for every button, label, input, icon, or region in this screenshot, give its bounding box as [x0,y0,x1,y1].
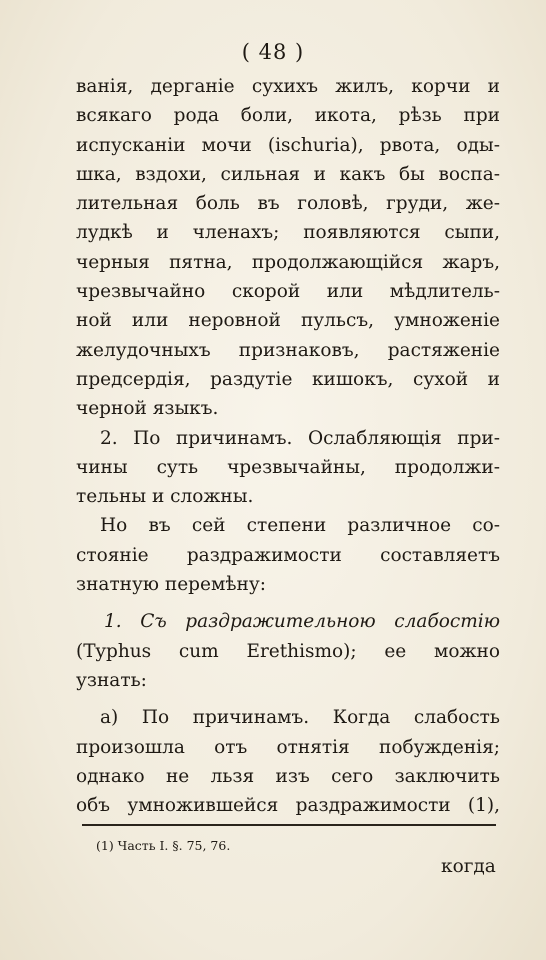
text-line: чрезвычайно скорой или мѣдлитель- [76,281,500,303]
text-line: чины суть чрезвычайны, продолжи- [76,456,500,478]
text-line: лудкѣ и членахъ; появляются сыпи, [76,222,500,244]
text-line: узнать: [76,669,147,691]
text-line: а) По причинамъ. Когда слабость [100,707,500,729]
text-line: ной или неровной пульсъ, умноженіе [76,310,500,332]
text-line: произошла отъ отнятія побужденія; [76,736,500,758]
page-number: ( 48 ) [241,40,305,64]
text-line: (Typhus cum Erethismo); ее можно [76,640,500,662]
text-line: объ умножившейся раздражимости (1), [76,795,500,817]
text-line: предсердія, раздутіе кишокъ, сухой и [76,368,500,390]
text-line: желудочныхъ признаковъ, растяженіе [76,339,500,361]
text-line: тельны и сложны. [76,486,254,508]
text-line: стояніе раздражимости составляетъ [76,544,500,566]
text-line: ванія, дерганіе сухихъ жилъ, корчи и [76,76,500,97]
catchword: когда [441,856,496,877]
footnote: (1) Часть I. §. 75, 76. [96,838,231,853]
footnote-rule [82,824,496,826]
text-line: черныя пятна, продолжающійся жаръ, [76,251,500,273]
text-line: 2. По причинамъ. Ослабляющія при- [100,427,500,449]
paragraph-gap [76,695,500,703]
text-line: испусканіи мочи (ischuria), рвота, оды- [76,134,500,156]
text-line: всякаго рода боли, икота, рѣзь при [76,105,500,127]
text-line: черной языкъ. [76,398,219,420]
text-line: знатную перемѣну: [76,574,266,596]
paragraph-gap [76,599,500,607]
text-line: Но въ сей степени различное со- [100,515,500,537]
text-line: шка, вздохи, сильная и какъ бы воспа- [76,163,500,185]
text-line-italic-heading: 1. Съ раздражительною слабостію [104,611,500,633]
text-line: лительная боль въ головѣ, груди, же- [76,193,500,215]
text-line: однако не льзя изъ сего заключить [76,765,500,787]
page-body-text [76,72,500,820]
